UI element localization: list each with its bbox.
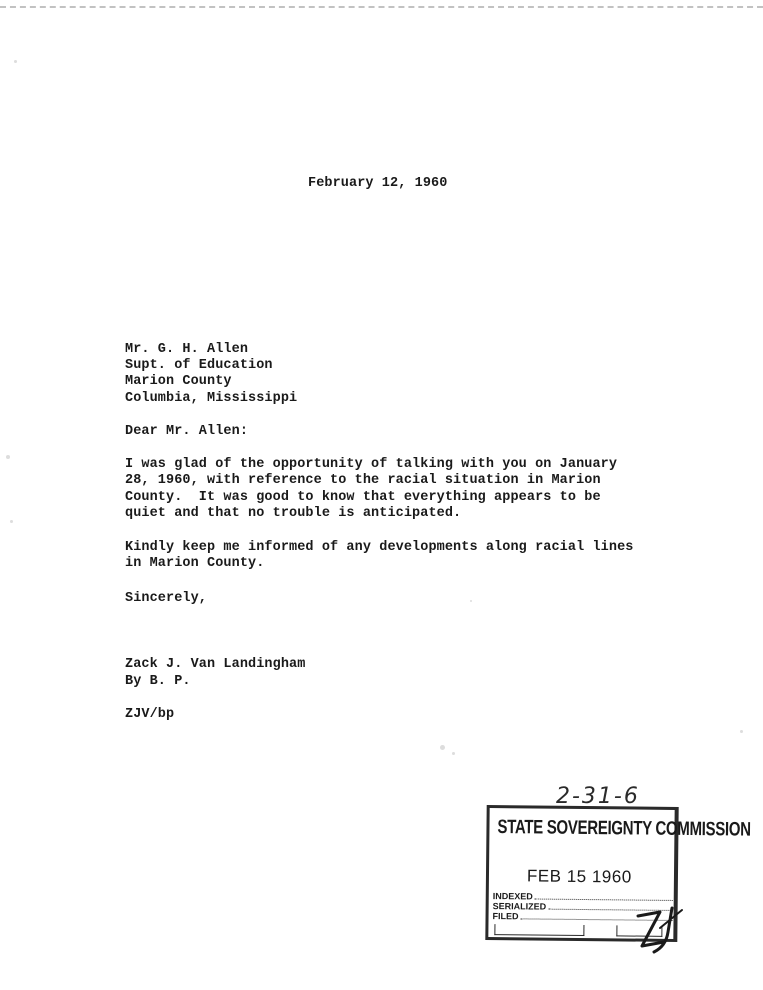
paragraph-line: I was glad of the opportunity of talking with you on January bbox=[125, 457, 618, 472]
page-top-edge bbox=[0, 0, 763, 8]
stamp-field-label: SERIALIZED bbox=[492, 901, 547, 912]
address-line: Columbia, Mississippi bbox=[125, 391, 298, 406]
address-line: Mr. G. H. Allen bbox=[125, 342, 249, 357]
stamp-field-label: FILED bbox=[492, 911, 519, 922]
handwritten-file-number: 2-31-6 bbox=[556, 784, 640, 809]
stamp-box bbox=[494, 924, 584, 936]
letter-date: February 12, 1960 bbox=[308, 176, 448, 191]
paragraph-line: in Marion County. bbox=[125, 556, 265, 571]
address-line: Supt. of Education bbox=[125, 358, 273, 373]
salutation: Dear Mr. Allen: bbox=[125, 424, 249, 439]
reference-initials: ZJV/bp bbox=[125, 707, 175, 722]
paragraph-line: 28, 1960, with reference to the racial situation in Marion bbox=[125, 473, 601, 488]
closing: Sincerely, bbox=[125, 591, 208, 606]
paragraph-line: quiet and that no trouble is anticipated. bbox=[125, 506, 462, 521]
stamp-field-label: INDEXED bbox=[492, 891, 533, 902]
handwritten-initials-mark bbox=[630, 902, 684, 958]
signer-name: Zack J. Van Landingham bbox=[125, 657, 306, 672]
paragraph-line: County. It was good to know that everything appears to be bbox=[125, 490, 601, 505]
paragraph-line: Kindly keep me informed of any developments along racial lines bbox=[125, 540, 634, 555]
stamp-title: STATE SOVEREIGNTY COMMISSION bbox=[497, 816, 751, 841]
address-line: Marion County bbox=[125, 374, 232, 389]
stamp-date: FEB 15 1960 bbox=[526, 866, 632, 887]
signer-by: By B. P. bbox=[125, 674, 191, 689]
